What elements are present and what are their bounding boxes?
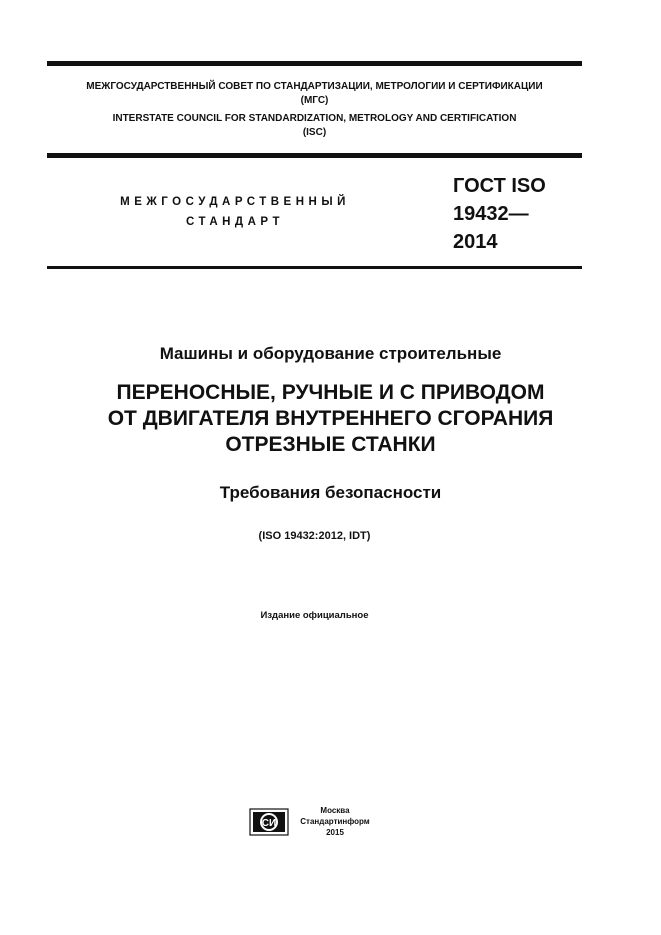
publisher-logo-text: СИ: [261, 818, 277, 829]
publisher-name: Стандартинформ: [300, 817, 370, 826]
middle-rule: [47, 153, 582, 158]
designation-line2: 19432—: [453, 203, 529, 225]
publisher-logo-icon: [249, 808, 289, 836]
top-rule: [47, 61, 582, 66]
lower-rule: [47, 266, 582, 269]
council-name-en: [47, 112, 582, 140]
iso-reference: (ISO 19432:2012, IDT): [258, 530, 371, 542]
council-ru-abbr: (МГС): [300, 95, 329, 106]
standard-label: [90, 192, 380, 232]
publisher-city: Москва: [320, 806, 350, 815]
subject-heading: Машины и оборудование строительные: [159, 344, 502, 363]
publisher-year: 2015: [326, 828, 344, 837]
standard-designation: [453, 172, 546, 256]
requirements-subtitle: Требования безопасности: [219, 483, 442, 502]
designation-line1: ГОСТ ISO: [453, 175, 546, 197]
publisher-info: [290, 805, 380, 838]
title-line1: ПЕРЕНОСНЫЕ, РУЧНЫЕ И С ПРИВОДОМ: [116, 381, 545, 404]
council-en-abbr: (ISC): [302, 127, 327, 138]
standard-label-line2: СТАНДАРТ: [186, 216, 284, 228]
title-line3: ОТРЕЗНЫЕ СТАНКИ: [225, 433, 436, 456]
council-name-ru: [47, 80, 582, 108]
standard-label-line1: МЕЖГОСУДАРСТВЕННЫЙ: [120, 196, 350, 208]
title-line2: ОТ ДВИГАТЕЛЯ ВНУТРЕННЕГО СГОРАНИЯ: [107, 407, 554, 430]
edition-note: Издание официальное: [260, 610, 369, 621]
council-en-line: INTERSTATE COUNCIL FOR STANDARDIZATION, METROLOGY AND CERTIFICATION: [112, 113, 517, 124]
council-ru-line: МЕЖГОСУДАРСТВЕННЫЙ СОВЕТ ПО СТАНДАРТИЗАЦИИ, МЕТРОЛОГИИ И СЕРТИФИКАЦИИ: [86, 81, 543, 92]
document-title: [0, 380, 661, 458]
designation-line3: 2014: [453, 231, 498, 253]
